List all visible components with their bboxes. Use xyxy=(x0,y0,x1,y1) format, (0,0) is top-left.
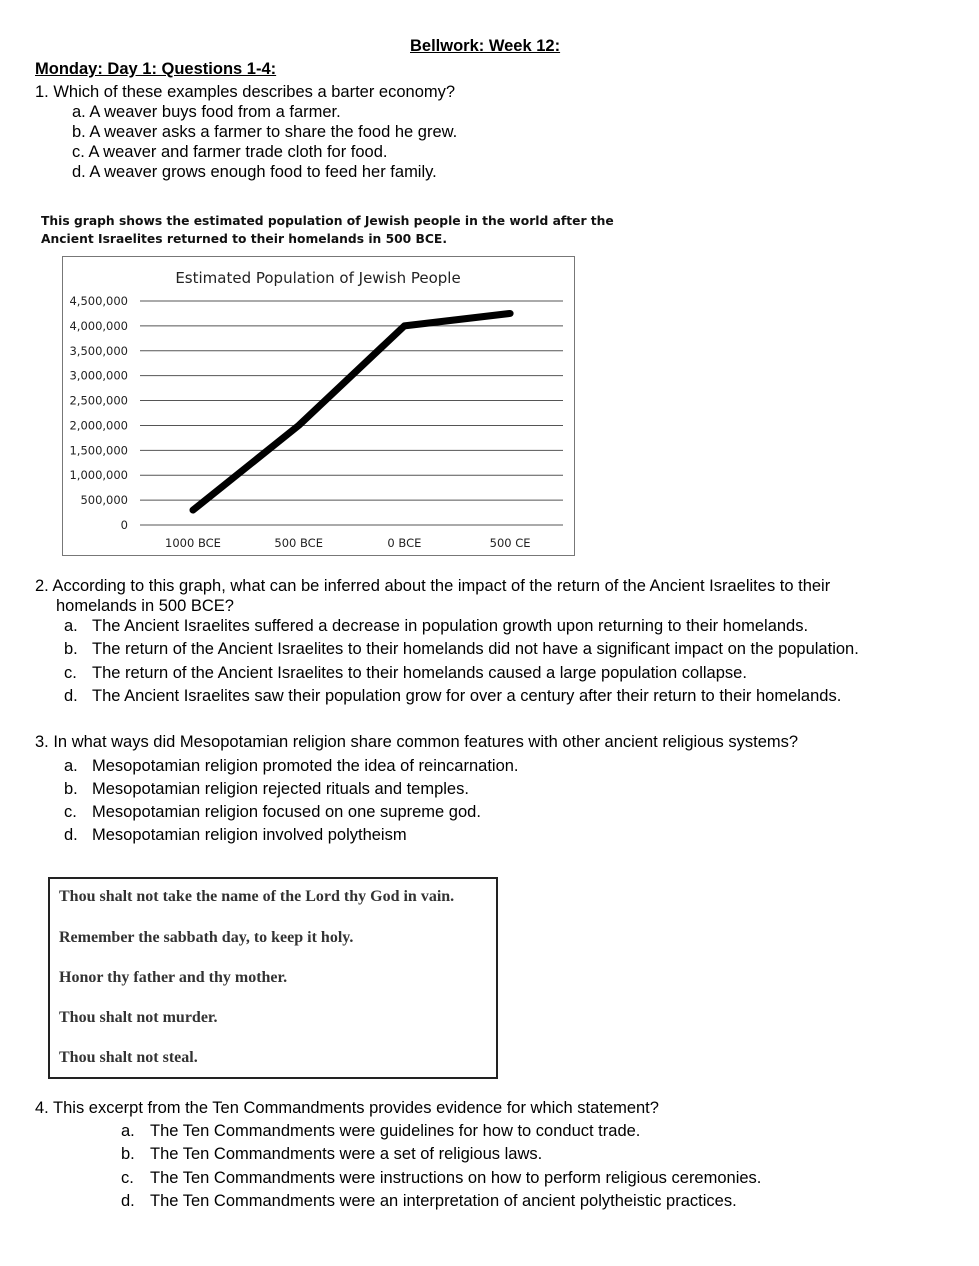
caption-line: This graph shows the estimated population of Jewish people in the world after the xyxy=(41,214,614,228)
x-tick-label: 0 BCE xyxy=(387,536,422,550)
q3-option-letter: a. xyxy=(64,757,78,775)
q1-option-b: b. A weaver asks a farmer to share the food he grew. xyxy=(72,123,458,141)
q1-option-c: c. A weaver and farmer trade cloth for food. xyxy=(72,143,388,161)
y-tick-label: 1,500,000 xyxy=(69,443,128,458)
caption-line: Ancient Israelites returned to their homelands in 500 BCE. xyxy=(41,232,447,246)
q3-option: Mesopotamian religion involved polytheism xyxy=(92,826,407,844)
y-tick-label: 3,500,000 xyxy=(69,343,128,358)
q3-option-letter: b. xyxy=(64,780,78,798)
x-tick-label: 500 CE xyxy=(489,536,531,550)
q4-option-letter: a. xyxy=(121,1122,135,1140)
question-3: 3. In what ways did Mesopotamian religion share common features with other ancient religious systems? xyxy=(35,733,799,751)
q2-option-letter: b. xyxy=(64,640,78,659)
question-2-line1: 2. According to this graph, what can be inferred about the impact of the return of the Ancient Israelites to their xyxy=(35,577,831,595)
q1-option-d: d. A weaver grows enough food to feed her family. xyxy=(72,163,437,181)
population-series-line xyxy=(193,313,510,510)
y-tick-label: 1,000,000 xyxy=(69,468,128,483)
commandment: Honor thy father and thy mother. xyxy=(59,969,288,986)
page-title: Bellwork: Week 12: xyxy=(410,37,561,55)
question-2-line2: homelands in 500 BCE? xyxy=(56,597,234,615)
q2-option-letter: a. xyxy=(64,617,78,635)
q3-option: Mesopotamian religion focused on one supreme god. xyxy=(92,803,481,821)
y-tick-label: 500,000 xyxy=(80,493,128,508)
chart-svg xyxy=(63,257,574,555)
x-tick-label: 1000 BCE xyxy=(165,536,221,550)
question-4: 4. This excerpt from the Ten Commandments provides evidence for which statement? xyxy=(35,1099,659,1117)
q2-option: The Ancient Israelites suffered a decrease in population growth upon returning to their homelands. xyxy=(92,617,809,635)
x-tick-label: 500 BCE xyxy=(274,536,323,550)
y-tick-label: 2,000,000 xyxy=(69,418,128,433)
commandment: Thou shalt not murder. xyxy=(59,1009,218,1026)
day-heading: Monday: Day 1: Questions 1-4: xyxy=(35,60,277,78)
q3-option: Mesopotamian religion rejected rituals and temples. xyxy=(92,780,469,798)
q4-option: The Ten Commandments were instructions on how to perform religious ceremonies. xyxy=(150,1168,762,1187)
commandment: Remember the sabbath day, to keep it holy. xyxy=(59,929,354,946)
q2-option: The return of the Ancient Israelites to their homelands caused a large population collapse. xyxy=(92,663,747,682)
population-chart xyxy=(62,256,575,556)
question-1: 1. Which of these examples describes a barter economy? xyxy=(35,83,456,101)
y-tick-label: 0 xyxy=(120,518,128,532)
q4-option-letter: c. xyxy=(121,1168,134,1187)
y-tick-label: 3,000,000 xyxy=(69,368,128,383)
commandment: Thou shalt not steal. xyxy=(59,1049,198,1066)
y-tick-label: 2,500,000 xyxy=(69,393,128,408)
chart-title: Estimated Population of Jewish People xyxy=(175,269,461,287)
q4-option: The Ten Commandments were guidelines for how to conduct trade. xyxy=(150,1122,641,1140)
q4-option-letter: b. xyxy=(121,1145,135,1164)
q2-option-letter: c. xyxy=(64,663,77,682)
q1-option-a: a. A weaver buys food from a farmer. xyxy=(72,103,341,121)
q2-option: The return of the Ancient Israelites to their homelands did not have a significant impact on the population. xyxy=(92,640,859,659)
q2-option: The Ancient Israelites saw their population grow for over a century after their return to their homelands. xyxy=(92,686,842,705)
q3-option-letter: d. xyxy=(64,826,78,844)
q3-option: Mesopotamian religion promoted the idea of reincarnation. xyxy=(92,757,519,775)
commandment: Thou shalt not take the name of the Lord thy God in vain. xyxy=(59,888,455,905)
q3-option-letter: c. xyxy=(64,803,77,821)
y-tick-label: 4,500,000 xyxy=(69,294,128,308)
y-tick-label: 4,000,000 xyxy=(69,318,128,333)
graph-caption xyxy=(41,212,614,248)
q4-option: The Ten Commandments were an interpretation of ancient polytheistic practices. xyxy=(150,1191,737,1210)
commandments-excerpt xyxy=(48,877,498,1079)
q2-option-letter: d. xyxy=(64,686,78,705)
q4-option: The Ten Commandments were a set of religious laws. xyxy=(150,1145,543,1164)
q4-option-letter: d. xyxy=(121,1191,135,1210)
